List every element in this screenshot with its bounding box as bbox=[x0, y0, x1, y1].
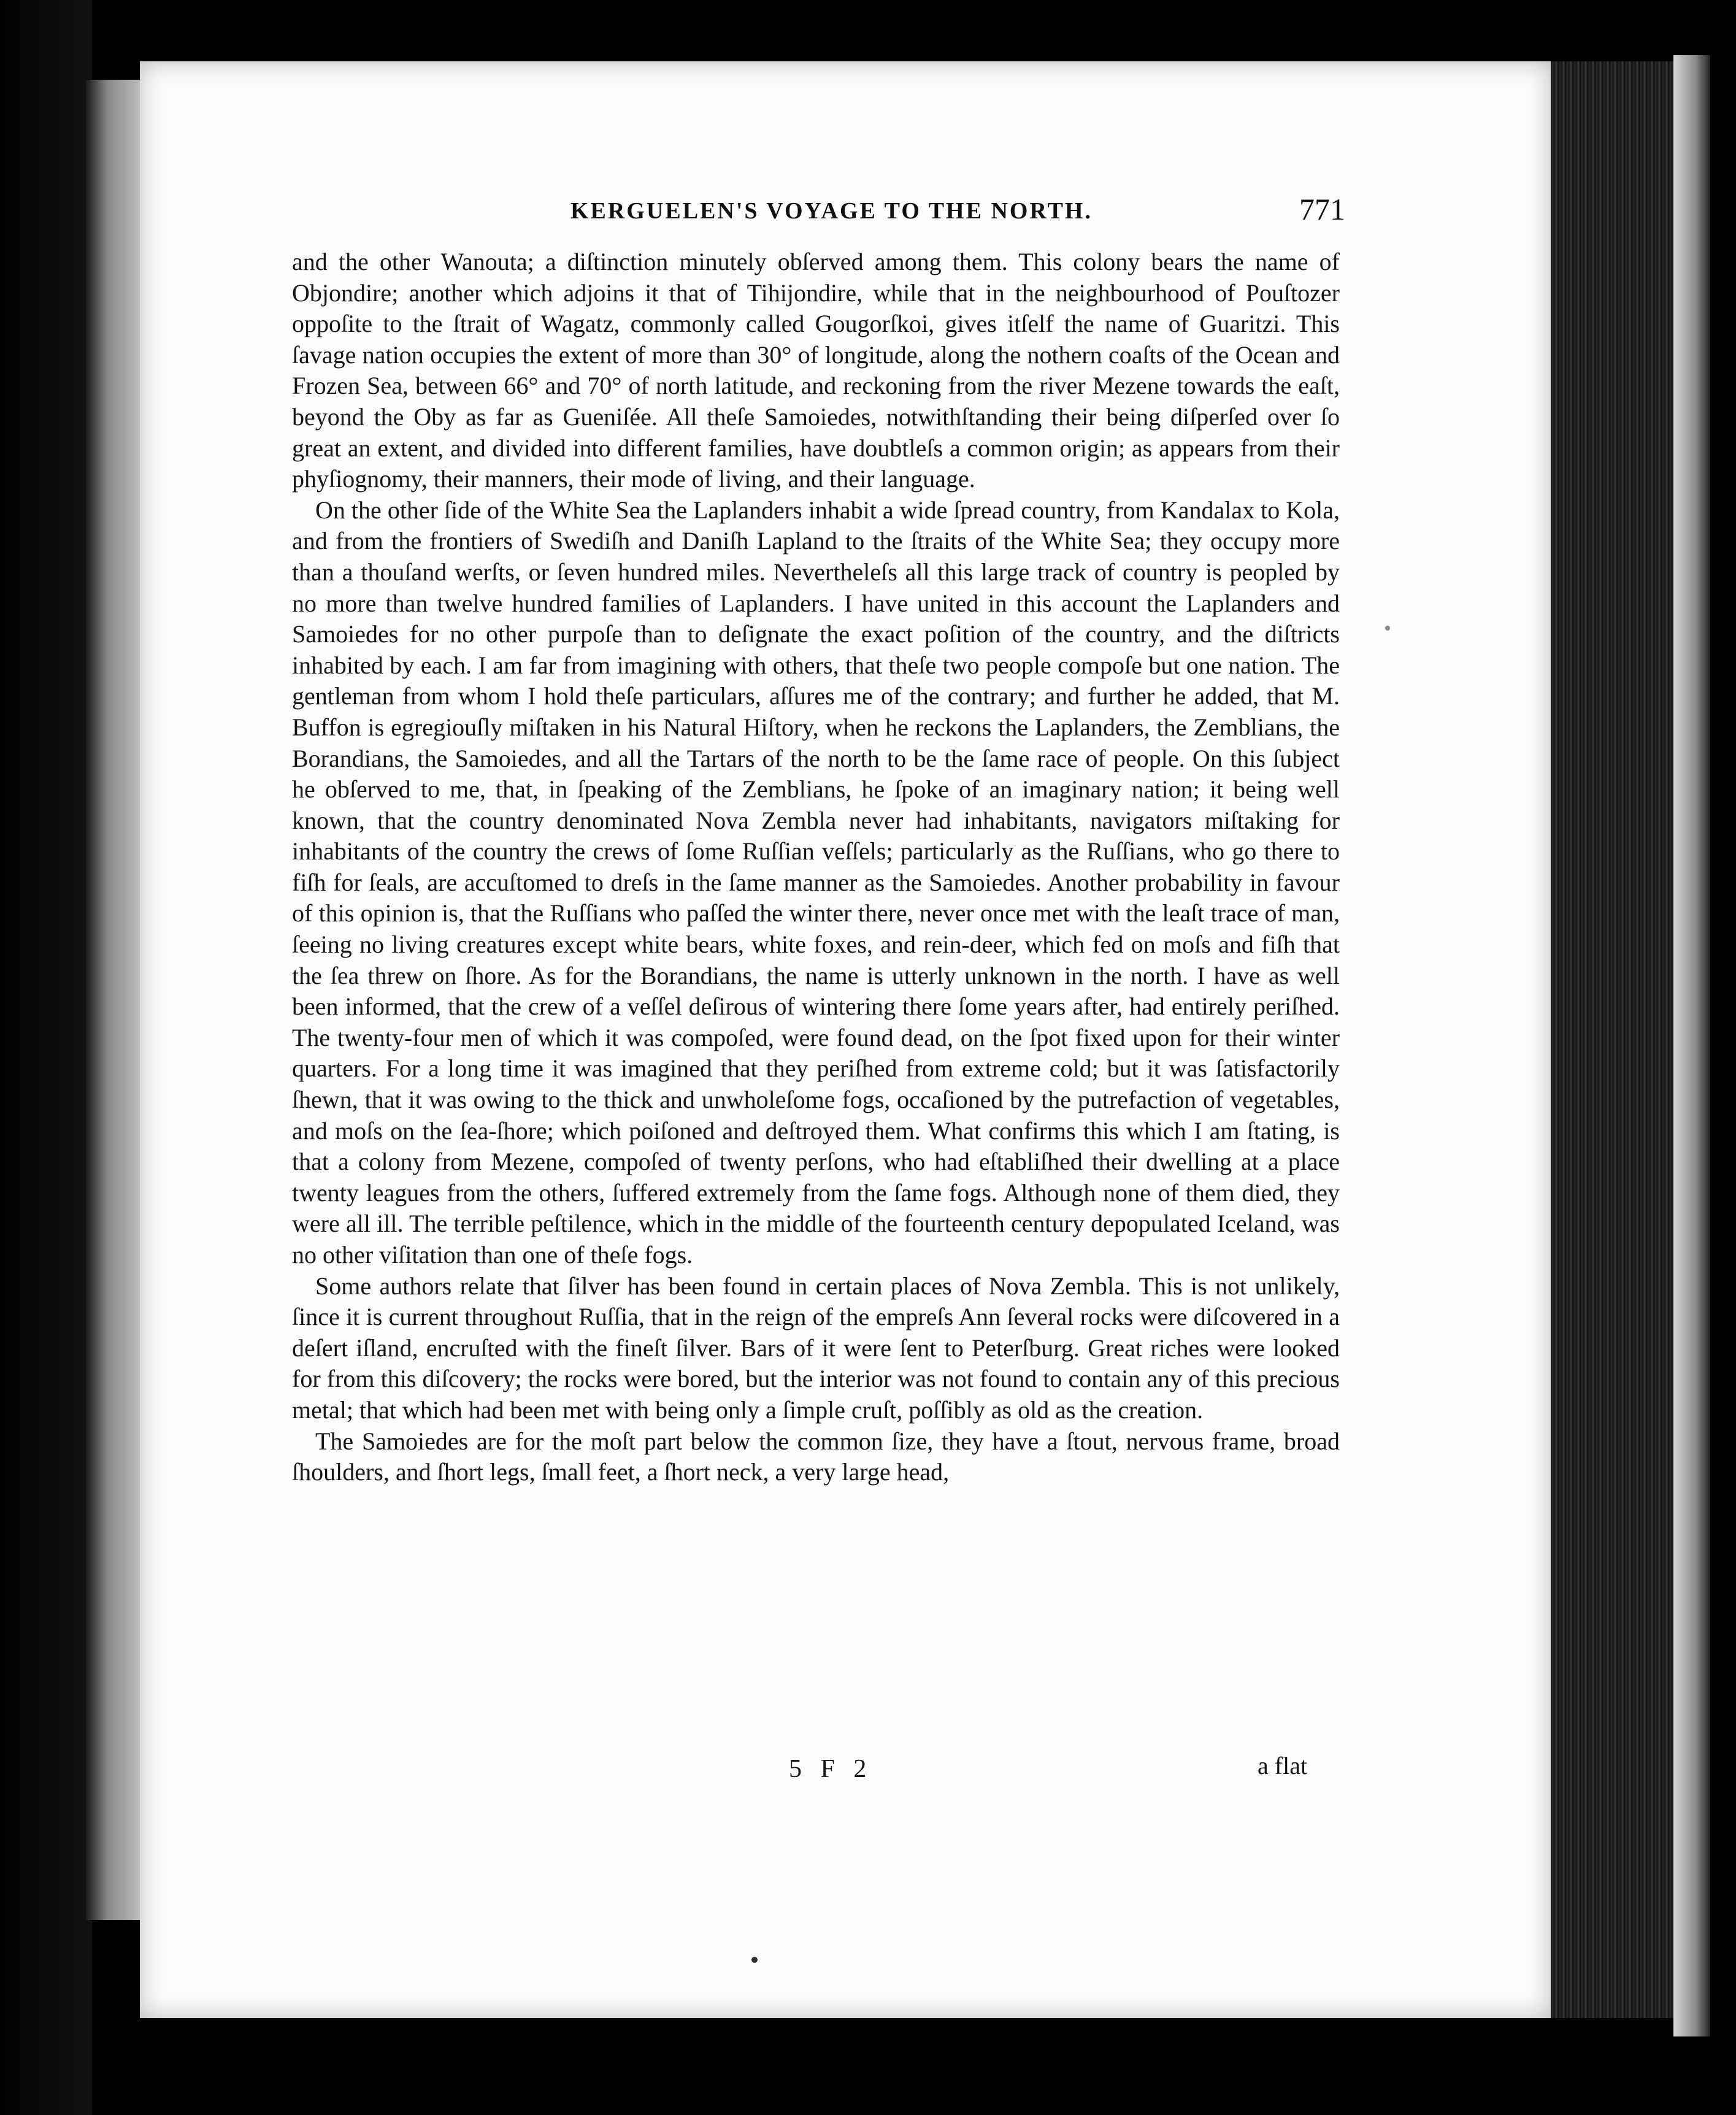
paragraph-3: Some authors relate that ſilver has been found in certain places of Nova Zembla. This is not unlikely, ſince it is current throughout Ruſſia, that in the reign of the empreſs Ann ſeveral rocks were diſcovered in a deſert iſland, encruſted with the fineſt ſilver. Bars of it were ſent to Peterſburg. Great riches were looked for from this diſcovery; the rocks were bored, but the interior was not found to contain any of this precious metal; that which had been met with being only a ſimple cruſt, poſſibly as old as the creation. bbox=[292, 1272, 1340, 1424]
next-leaf-edge bbox=[1673, 55, 1710, 2036]
paragraph-2: On the other ſide of the White Sea the Laplanders inhabit a wide ſpread country, from Kandalax to Kola, and from the frontiers of Swediſh and Daniſh Lapland to the ſtraits of the White Sea; they occupy more than a thouſand werſts, or ſeven hundred miles. Neverthelеſs all this large track of country is peopled by no more than twelve hundred families of Laplanders. I have united in this account the Laplanders and Samoiedes for no other purpoſe than to deſignate the exact poſition of the country, and the diſtricts inhabited by each. I am far from imagining with others, that theſe two people compoſe but one nation. The gentleman from whom I hold theſe particulars, aſſures me of the contrary; and further he added, that M. Buffon is egregiouſly miſtaken in his Natural Hiſtory, when he reckons the Laplanders, the Zemblians, the Borandians, the Samoiedes, and all the Tartars of the north to be the ſame race of people. On this ſubject he obſerved to me, that, in ſpeaking of the Zemblians, he ſpoke of an imaginary nation; it being well known, that the country denominated Nova Zembla never had inhabitants, navigators miſtaking for inhabitants of the country the crews of ſome Ruſſian veſſels; particularly as the Ruſſians, who go there to fiſh for ſeals, are accuſtomed to dreſs in the ſame manner as the Samoiedes. Another probability in favour of this opinion is, that the Ruſſians who paſſed the winter there, never once met with the leaſt trace of man, ſeeing no living creatures except white bears, white foxes, and rein-deer, which fed on moſs and fiſh that the ſea threw on ſhore. As for the Borandians, the name is utterly unknown in the north. I have as well been informed, that the crew of a veſſel deſirous of wintering there ſome years after, had entirely periſhed. The twenty-four men of which it was compoſed, were found dead, on the ſpot fixed upon for their winter quarters. For a long time it was imagined that they periſhed from extreme cold; but it was ſatisfactorily ſhewn, that it was owing to the thick and unwholeſome fogs, occaſioned by the putrefaction of vegetables, and moſs on the ſea-ſhore; which poiſoned and deſtroyed them. What confirms this which I am ſtating, is that a colony from Mezene, compoſed of twenty perſons, who had eſtabliſhed their dwelling at a place twenty leagues from the others, ſuffered extremely from the ſame fogs. Although none of them died, they were all ill. The terrible peſtilence, which in the middle of the fourteenth century depopulated Iceland, was no other viſitation than one of theſe fogs. bbox=[292, 496, 1340, 1269]
ink-speck bbox=[751, 1957, 758, 1963]
previous-page-edge bbox=[86, 80, 141, 1920]
scan-border-left bbox=[0, 0, 92, 2115]
paragraph-4: The Samoiedes are for the moſt part below the common ſize, they have a ſtout, nervous frame, broad ſhoulders, and ſhort legs, ſmall feet, a ſhort neck, a very large head, bbox=[292, 1427, 1340, 1486]
signature-mark: 5 F 2 bbox=[789, 1755, 873, 1783]
page-block-edge bbox=[1551, 61, 1673, 2018]
page-number: 771 bbox=[1299, 192, 1345, 226]
body-text bbox=[292, 247, 1340, 1488]
paragraph-1: and the other Wanouta; a diſtinction minutely obſerved among them. This colony bears the name of Objondire; another which adjoins it that of Tihijondire, while that in the neighbourhood of Pouſtozer oppoſite to the ſtrait of Wagatz, commonly called Gougorſkoi, gives itſelf the name of Guaritzi. This ſavage nation occupies the extent of more than 30° of longitude, along the nothern coaſts of the Ocean and Frozen Sea, between 66° and 70° of north latitude, and reckoning from the river Mezene towards the eaſt, beyond the Oby as far as Gueniſée. All theſe Samoiedes, notwithſtanding their being diſperſed over ſo great an extent, and divided into different families, have doubtleſs a common origin; as appears from their phyſiognomy, their manners, their mode of living, and their language. bbox=[292, 248, 1340, 493]
catchword: a flat bbox=[1258, 1752, 1308, 1779]
ink-speck bbox=[1385, 626, 1390, 631]
running-head: KERGUELEN'S VOYAGE TO THE NORTH. bbox=[570, 198, 1093, 224]
